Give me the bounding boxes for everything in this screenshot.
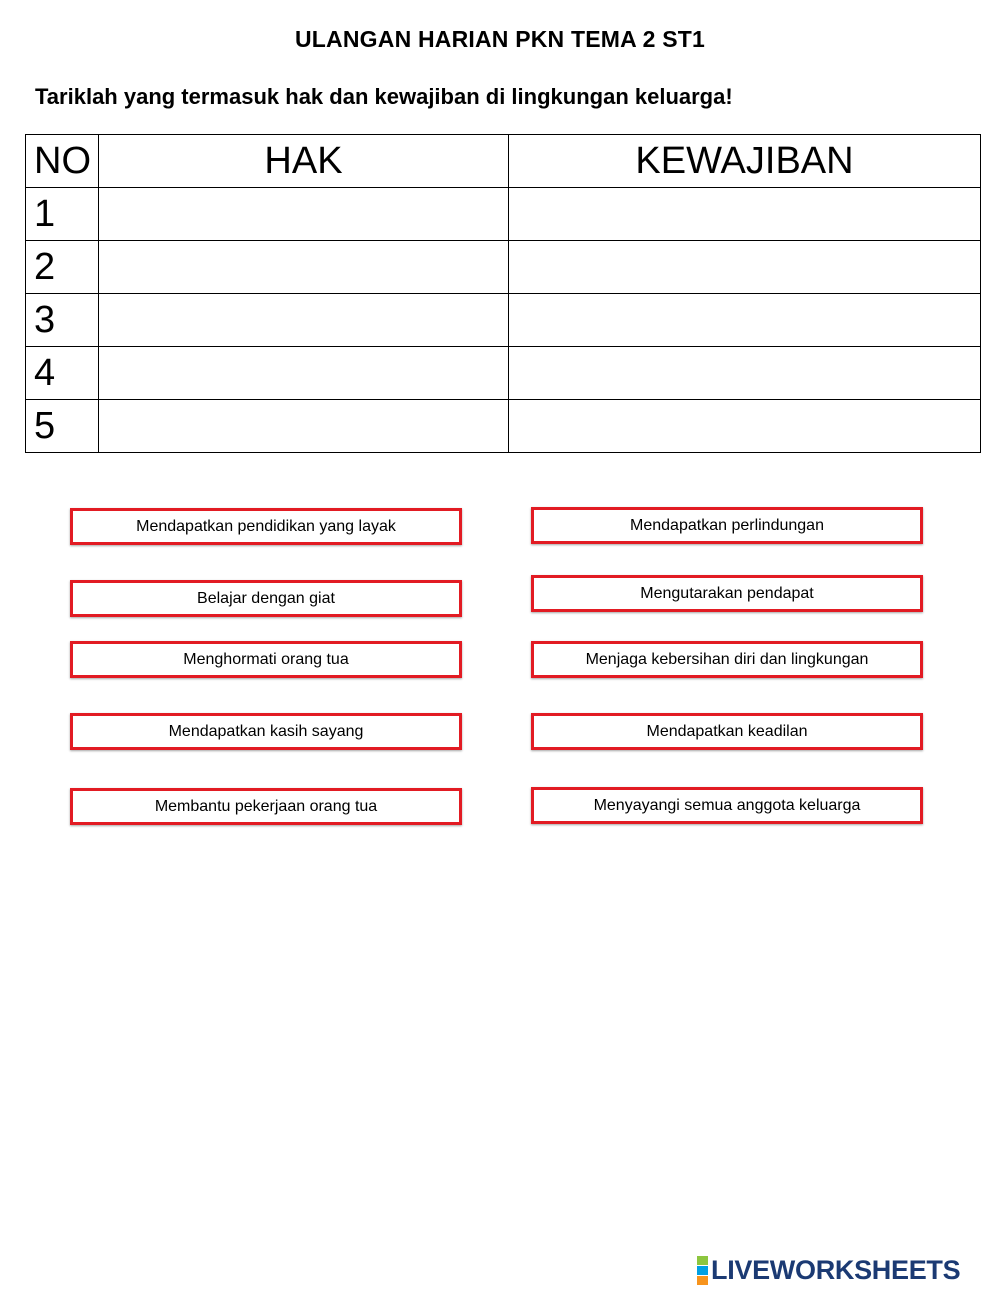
- row-number: 3: [26, 294, 99, 347]
- hak-drop-zone[interactable]: [99, 188, 509, 241]
- row-number: 1: [26, 188, 99, 241]
- logo-block: [697, 1266, 708, 1275]
- header-no: NO: [26, 135, 99, 188]
- draggable-card[interactable]: Mendapatkan perlindungan: [531, 507, 923, 544]
- draggable-card[interactable]: Belajar dengan giat: [70, 580, 462, 617]
- answer-table: [25, 134, 981, 453]
- draggable-card[interactable]: Mengutarakan pendapat: [531, 575, 923, 612]
- row-number: 4: [26, 347, 99, 400]
- draggable-card[interactable]: Mendapatkan pendidikan yang layak: [70, 508, 462, 545]
- logo-block: [697, 1256, 708, 1265]
- hak-drop-zone[interactable]: [99, 241, 509, 294]
- table-row: [26, 241, 981, 294]
- header-kewajiban: KEWAJIBAN: [509, 135, 981, 188]
- draggable-card[interactable]: Menjaga kebersihan diri dan lingkungan: [531, 641, 923, 678]
- worksheet-title: ULANGAN HARIAN PKN TEMA 2 ST1: [294, 26, 706, 52]
- row-number: 2: [26, 241, 99, 294]
- kewajiban-drop-zone[interactable]: [509, 294, 981, 347]
- header-hak: HAK: [99, 135, 509, 188]
- draggable-card[interactable]: Menyayangi semua anggota keluarga: [531, 787, 923, 824]
- hak-drop-zone[interactable]: [99, 347, 509, 400]
- row-number: 5: [26, 400, 99, 453]
- liveworksheets-logo: [697, 1254, 960, 1286]
- logo-block: [697, 1276, 708, 1285]
- table-row: [26, 347, 981, 400]
- logo-text: LIVEWORKSHEETS: [711, 1254, 961, 1285]
- draggable-card[interactable]: Membantu pekerjaan orang tua: [70, 788, 462, 825]
- kewajiban-drop-zone[interactable]: [509, 347, 981, 400]
- logo-blocks-icon: [697, 1256, 708, 1285]
- kewajiban-drop-zone[interactable]: [509, 241, 981, 294]
- draggable-card[interactable]: Menghormati orang tua: [70, 641, 462, 678]
- draggable-card[interactable]: Mendapatkan kasih sayang: [70, 713, 462, 750]
- instruction-text: Tariklah yang termasuk hak dan kewajiban di lingkungan keluarga!: [35, 84, 733, 109]
- hak-drop-zone[interactable]: [99, 294, 509, 347]
- table-row: [26, 400, 981, 453]
- hak-drop-zone[interactable]: [99, 400, 509, 453]
- draggable-card[interactable]: Mendapatkan keadilan: [531, 713, 923, 750]
- kewajiban-drop-zone[interactable]: [509, 188, 981, 241]
- table-header-row: [26, 135, 981, 188]
- table-row: [26, 294, 981, 347]
- kewajiban-drop-zone[interactable]: [509, 400, 981, 453]
- table-row: [26, 188, 981, 241]
